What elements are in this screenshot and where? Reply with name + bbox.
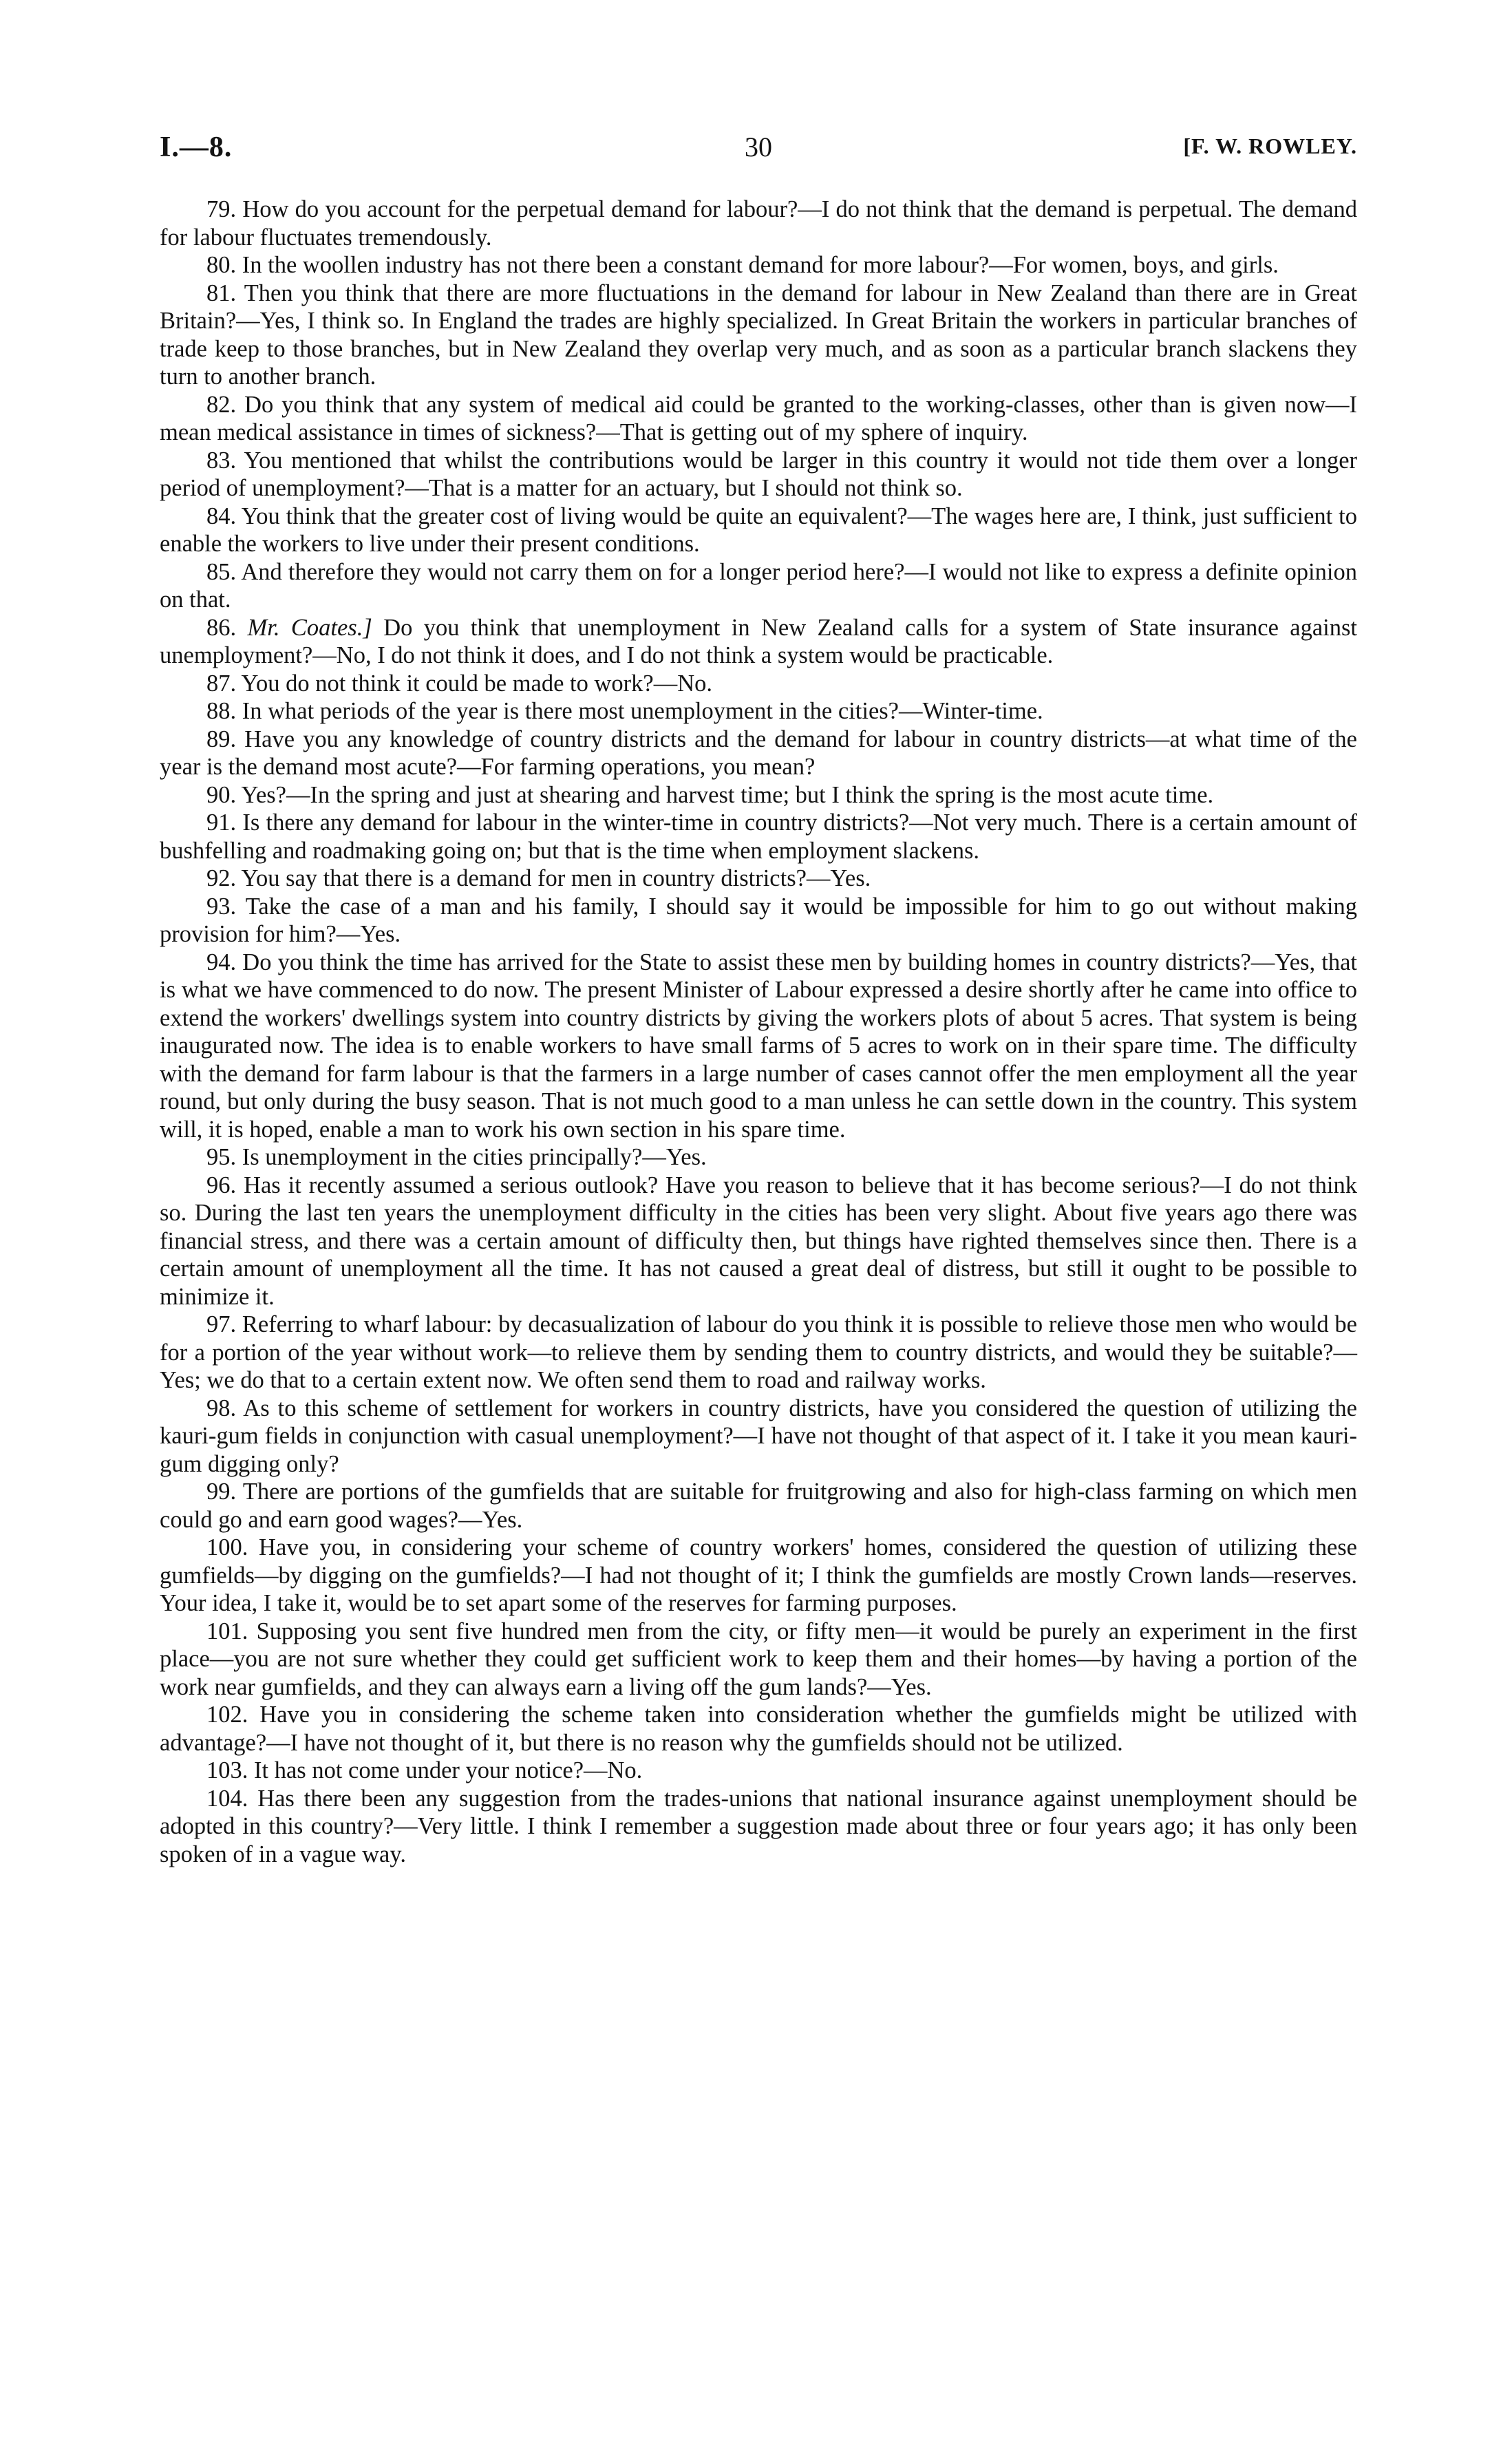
question-paragraph — [160, 893, 1357, 949]
question-text: There are portions of the gumfields that are suitable for fruitgrowing and also for high-class farming on which men could go and earn good wages?—Yes. — [160, 1479, 1357, 1533]
question-text: Is unemployment in the cities principally?—Yes. — [242, 1144, 707, 1170]
question-text: You do not think it could be made to work?—No. — [241, 670, 713, 697]
question-text: Yes?—In the spring and just at shearing and harvest time; but I think the spring is the most acute time. — [241, 781, 1214, 808]
question-number: 98. — [206, 1395, 237, 1421]
document-page — [160, 131, 1357, 2368]
question-text: Supposing you sent five hundred men from the city, or fifty men—it would be purely an experiment in the first place—you are not sure whether they could get sufficient work to keep them and their homes—by having a portion of the work near gumfields, and they can always earn a living off the gum lands?—Yes. — [160, 1618, 1358, 1700]
document-reference: I.—8. — [160, 131, 233, 163]
question-paragraph — [160, 949, 1357, 1144]
question-number: 95. — [206, 1144, 237, 1170]
page-header — [160, 131, 1357, 180]
question-paragraph — [160, 279, 1357, 391]
question-paragraph — [160, 1701, 1357, 1757]
question-text: Do you think that any system of medical aid could be granted to the working-classes, other than is given now—I mean medical assistance in times of sickness?—That is getting out of my sphere of inquiry. — [160, 391, 1357, 445]
question-text: Do you think that unemployment in New Zealand calls for a system of State insurance against unemployment?—No, I do not think it does, and I do not think a system would be practicable. — [160, 614, 1358, 668]
question-number: 99. — [206, 1479, 237, 1505]
question-paragraph — [160, 1618, 1357, 1702]
page-number: 30 — [745, 131, 772, 162]
question-number: 84. — [206, 502, 237, 529]
question-text: Have you, in considering your scheme of country workers' homes, considered the question of utilizing these gumfields—by digging on the gumfields?—I had not thought of it; I think the gumfields are mostly Crown lands—reserves. Your idea, I take it, would be to set apart some of the reserves for farming purposes. — [160, 1534, 1357, 1616]
question-paragraph — [160, 1478, 1357, 1534]
question-paragraph — [160, 391, 1357, 447]
question-text: In what periods of the year is there most unemployment in the cities?—Winter-time. — [242, 698, 1043, 724]
question-paragraph — [160, 1534, 1357, 1618]
question-paragraph — [160, 1311, 1357, 1395]
question-number: 81. — [206, 279, 237, 306]
question-paragraph — [160, 865, 1357, 893]
question-number: 87. — [206, 670, 237, 697]
question-number: 80. — [206, 252, 237, 278]
question-text: Have you in considering the scheme taken into consideration whether the gumfields might be utilized with advantage?—I have not thought of it, but there is no reason why the gumfields should not be utilized. — [160, 1702, 1358, 1756]
question-text: You mentioned that whilst the contributions would be larger in this country it would not tide them over a longer period of unemployment?—That is a matter for an actuary, but I should not think so. — [160, 447, 1357, 501]
question-text: And therefore they would not carry them on for a longer period here?—I would not like to express a definite opinion on that. — [160, 558, 1357, 613]
question-number: 97. — [206, 1311, 237, 1337]
question-text: Take the case of a man and his family, I should say it would be impossible for him to go out without making provision for him?—Yes. — [160, 893, 1357, 947]
question-text: Has it recently assumed a serious outlook? Have you reason to believe that it has become serious?—I do not think so. During the last ten years the unemployment difficulty in the cities has been very slight. About five years ago there was financial stress, and there was a certain amount of difficulty then, but things have righted themselves since then. There is a certain amount of unemployment all the time. It has not caused a great deal of distress, but still it ought to be possible to minimize it. — [160, 1172, 1357, 1310]
question-text: In the woollen industry has not there been a constant demand for more labour?—For women, boys, and girls. — [242, 252, 1279, 278]
witness-name: [F. W. ROWLEY. — [1183, 134, 1357, 158]
question-text: Do you think the time has arrived for the State to assist these men by building homes in country districts?—Yes, that is what we have commenced to do now. The present Minister of Labour expressed a desire shortly after he came into office to extend the workers' dwellings system into country districts by giving the workers plots of about 5 acres. That system is being inaugurated now. The idea is to enable workers to have small farms of 5 acres to work on in their spare time. The difficulty with the demand for farm labour is that the farmers in a large number of cases cannot offer the men employment all the year round, but only during the busy season. That is not much good to a man unless he can settle down in the country. This system will, it is hoped, enable a man to work his own section in his spare time. — [160, 949, 1357, 1143]
question-number: 104. — [206, 1785, 248, 1812]
question-text: Then you think that there are more fluctuations in the demand for labour in New Zealand than there are in Great Britain?—Yes, I think so. In England the trades are highly specialized. In Great Britain the workers in particular branches of trade keep to those branches, but in New Zealand they overlap very much, and as soon as a particular branch slackens they turn to another branch. — [160, 279, 1357, 390]
question-number: 85. — [206, 558, 237, 585]
question-text: Have you any knowledge of country districts and the demand for labour in country districts—at what time of the year is the demand most acute?—For farming operations, you mean? — [160, 725, 1357, 780]
question-text: How do you account for the perpetual demand for labour?—I do not think that the demand is perpetual. The demand for labour fluctuates tremendously. — [160, 196, 1358, 251]
question-number: 86. — [206, 614, 237, 641]
question-number: 90. — [206, 781, 237, 808]
question-number: 94. — [206, 949, 237, 975]
question-paragraph — [160, 670, 1357, 698]
question-number: 88. — [206, 698, 237, 724]
question-paragraph — [160, 781, 1357, 809]
question-number: 102. — [206, 1702, 248, 1728]
question-number: 96. — [206, 1172, 237, 1198]
question-paragraph — [160, 1172, 1357, 1311]
question-paragraph — [160, 558, 1357, 614]
question-paragraph — [160, 1757, 1357, 1785]
question-number: 79. — [206, 196, 237, 222]
document-body — [160, 195, 1357, 1868]
question-number: 93. — [206, 893, 237, 920]
question-paragraph — [160, 502, 1357, 558]
question-paragraph — [160, 447, 1357, 502]
question-text: You think that the greater cost of living would be quite an equivalent?—The wages here are, I think, just sufficient to enable the workers to live under their present conditions. — [160, 502, 1357, 557]
question-text: Is there any demand for labour in the winter-time in country districts?—Not very much. There is a certain amount of bushfelling and roadmaking going on; but that is the time when employment slackens. — [160, 809, 1357, 864]
question-text: Referring to wharf labour: by decasualization of labour do you think it is possible to relieve those men who would be for a portion of the year without work—to relieve them by sending them to country districts, and would they be suitable?—Yes; we do that to a certain extent now. We often send them to road and railway works. — [160, 1311, 1357, 1393]
question-number: 92. — [206, 865, 237, 891]
question-paragraph — [160, 195, 1357, 251]
question-paragraph — [160, 251, 1357, 279]
question-number: 103. — [206, 1757, 248, 1783]
question-number: 82. — [206, 391, 237, 418]
speaker-name: Mr. Coates.] — [247, 614, 372, 641]
question-number: 83. — [206, 447, 237, 474]
question-paragraph — [160, 697, 1357, 725]
question-text: Has there been any suggestion from the trades-unions that national insurance against unemployment should be adopted in this country?—Very little. I think I remember a suggestion made about three or four years ago; it has only been spoken of in a vague way. — [160, 1785, 1358, 1867]
question-number: 89. — [206, 725, 237, 752]
question-number: 91. — [206, 809, 237, 836]
question-paragraph — [160, 809, 1357, 865]
question-number: 101. — [206, 1618, 248, 1644]
question-paragraph — [160, 725, 1357, 781]
question-text: As to this scheme of settlement for workers in country districts, have you considered the question of utilizing the kauri-gum fields in conjunction with casual unemployment?—I have not thought of that aspect of it. I take it you mean kauri-gum digging only? — [160, 1395, 1357, 1477]
question-paragraph — [160, 1395, 1357, 1479]
question-number: 100. — [206, 1534, 248, 1560]
question-paragraph — [160, 1785, 1357, 1869]
question-text: It has not come under your notice?—No. — [254, 1757, 643, 1783]
question-text: You say that there is a demand for men in country districts?—Yes. — [241, 865, 871, 891]
question-paragraph — [160, 1143, 1357, 1172]
question-paragraph — [160, 614, 1357, 670]
